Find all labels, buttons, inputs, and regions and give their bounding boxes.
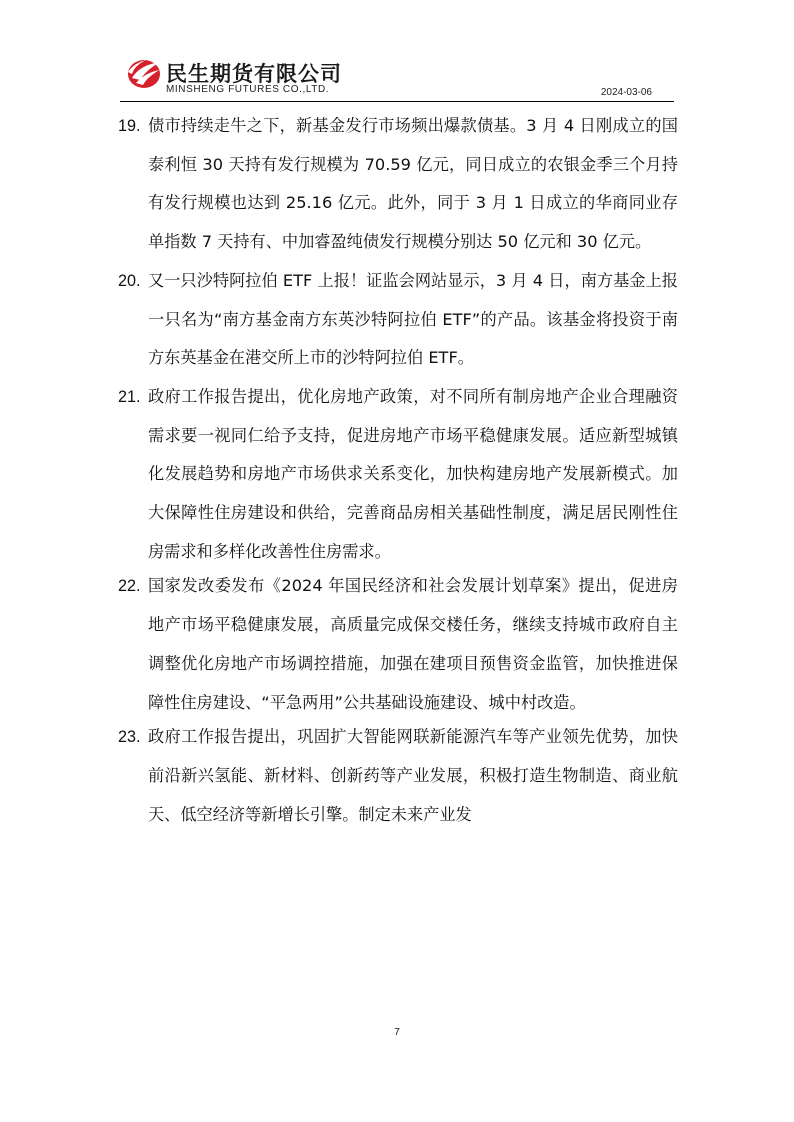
item-text: 债市持续走牛之下，新基金发行市场频出爆款债基。3 月 4 日刚成立的国泰利恒 30 天持有发行规模为 70.59 亿元，同日成立的农银金季三个月持有发行规模也达到 25.16 亿元。此外，同于 3 月 1 日成立的华商同业存单指数 7 天持有、中加睿盈纯债发行规模分别达 50 亿元和 30 亿元。 <box>148 116 678 252</box>
item-text: 又一只沙特阿拉伯 ETF 上报！证监会网站显示，3 月 4 日，南方基金上报一只名为“南方基金南方东英沙特阿拉伯 ETF”的产品。该基金将投资于南方东英基金在港交所上市的沙特阿拉伯 ETF。 <box>148 270 678 368</box>
item-number: 22. <box>118 577 141 596</box>
page-header <box>120 52 674 102</box>
item-number: 21. <box>118 387 141 406</box>
news-item <box>118 262 678 378</box>
company-name-cn: 民生期货有限公司 <box>166 62 342 86</box>
page-number: 7 <box>394 1027 400 1038</box>
news-item <box>118 107 678 262</box>
report-date: 2024-03-06 <box>600 87 652 98</box>
item-number: 23. <box>118 728 141 747</box>
item-text: 政府工作报告提出，优化房地产政策，对不同所有制房地产企业合理融资需求要一视同仁给予支持，促进房地产市场平稳健康发展。适应新型城镇化发展趋势和房地产市场供求关系变化，加快构建房地产发展新模式。加大保障性住房建设和供给，完善商品房相关基础性制度，满足居民刚性住房需求和多样化改善性住房需求。 <box>148 386 678 561</box>
news-list <box>118 107 678 834</box>
item-text: 政府工作报告提出，巩固扩大智能网联新能源汽车等产业领先优势，加快前沿新兴氢能、新材料、创新药等产业发展，积极打造生物制造、商业航天、低空经济等新增长引擎。制定未来产业发 <box>148 727 678 824</box>
company-name-en: MINSHENG FUTURES CO.,LTD. <box>166 84 330 95</box>
item-number: 20. <box>118 271 141 290</box>
item-number: 19. <box>118 117 141 135</box>
news-item <box>118 718 678 834</box>
minsheng-logo-icon <box>126 56 162 90</box>
news-item <box>118 567 678 722</box>
news-item <box>118 378 678 572</box>
item-text: 国家发改委发布《2024 年国民经济和社会发展计划草案》提出，促进房地产市场平稳健康发展，高质量完成保交楼任务，继续支持城市政府自主调整优化房地产市场调控措施，加强在建项目预售资金监管，加快推进保障性住房建设、“平急两用”公共基础设施建设、城中村改造。 <box>148 576 678 712</box>
header-divider <box>120 101 674 102</box>
